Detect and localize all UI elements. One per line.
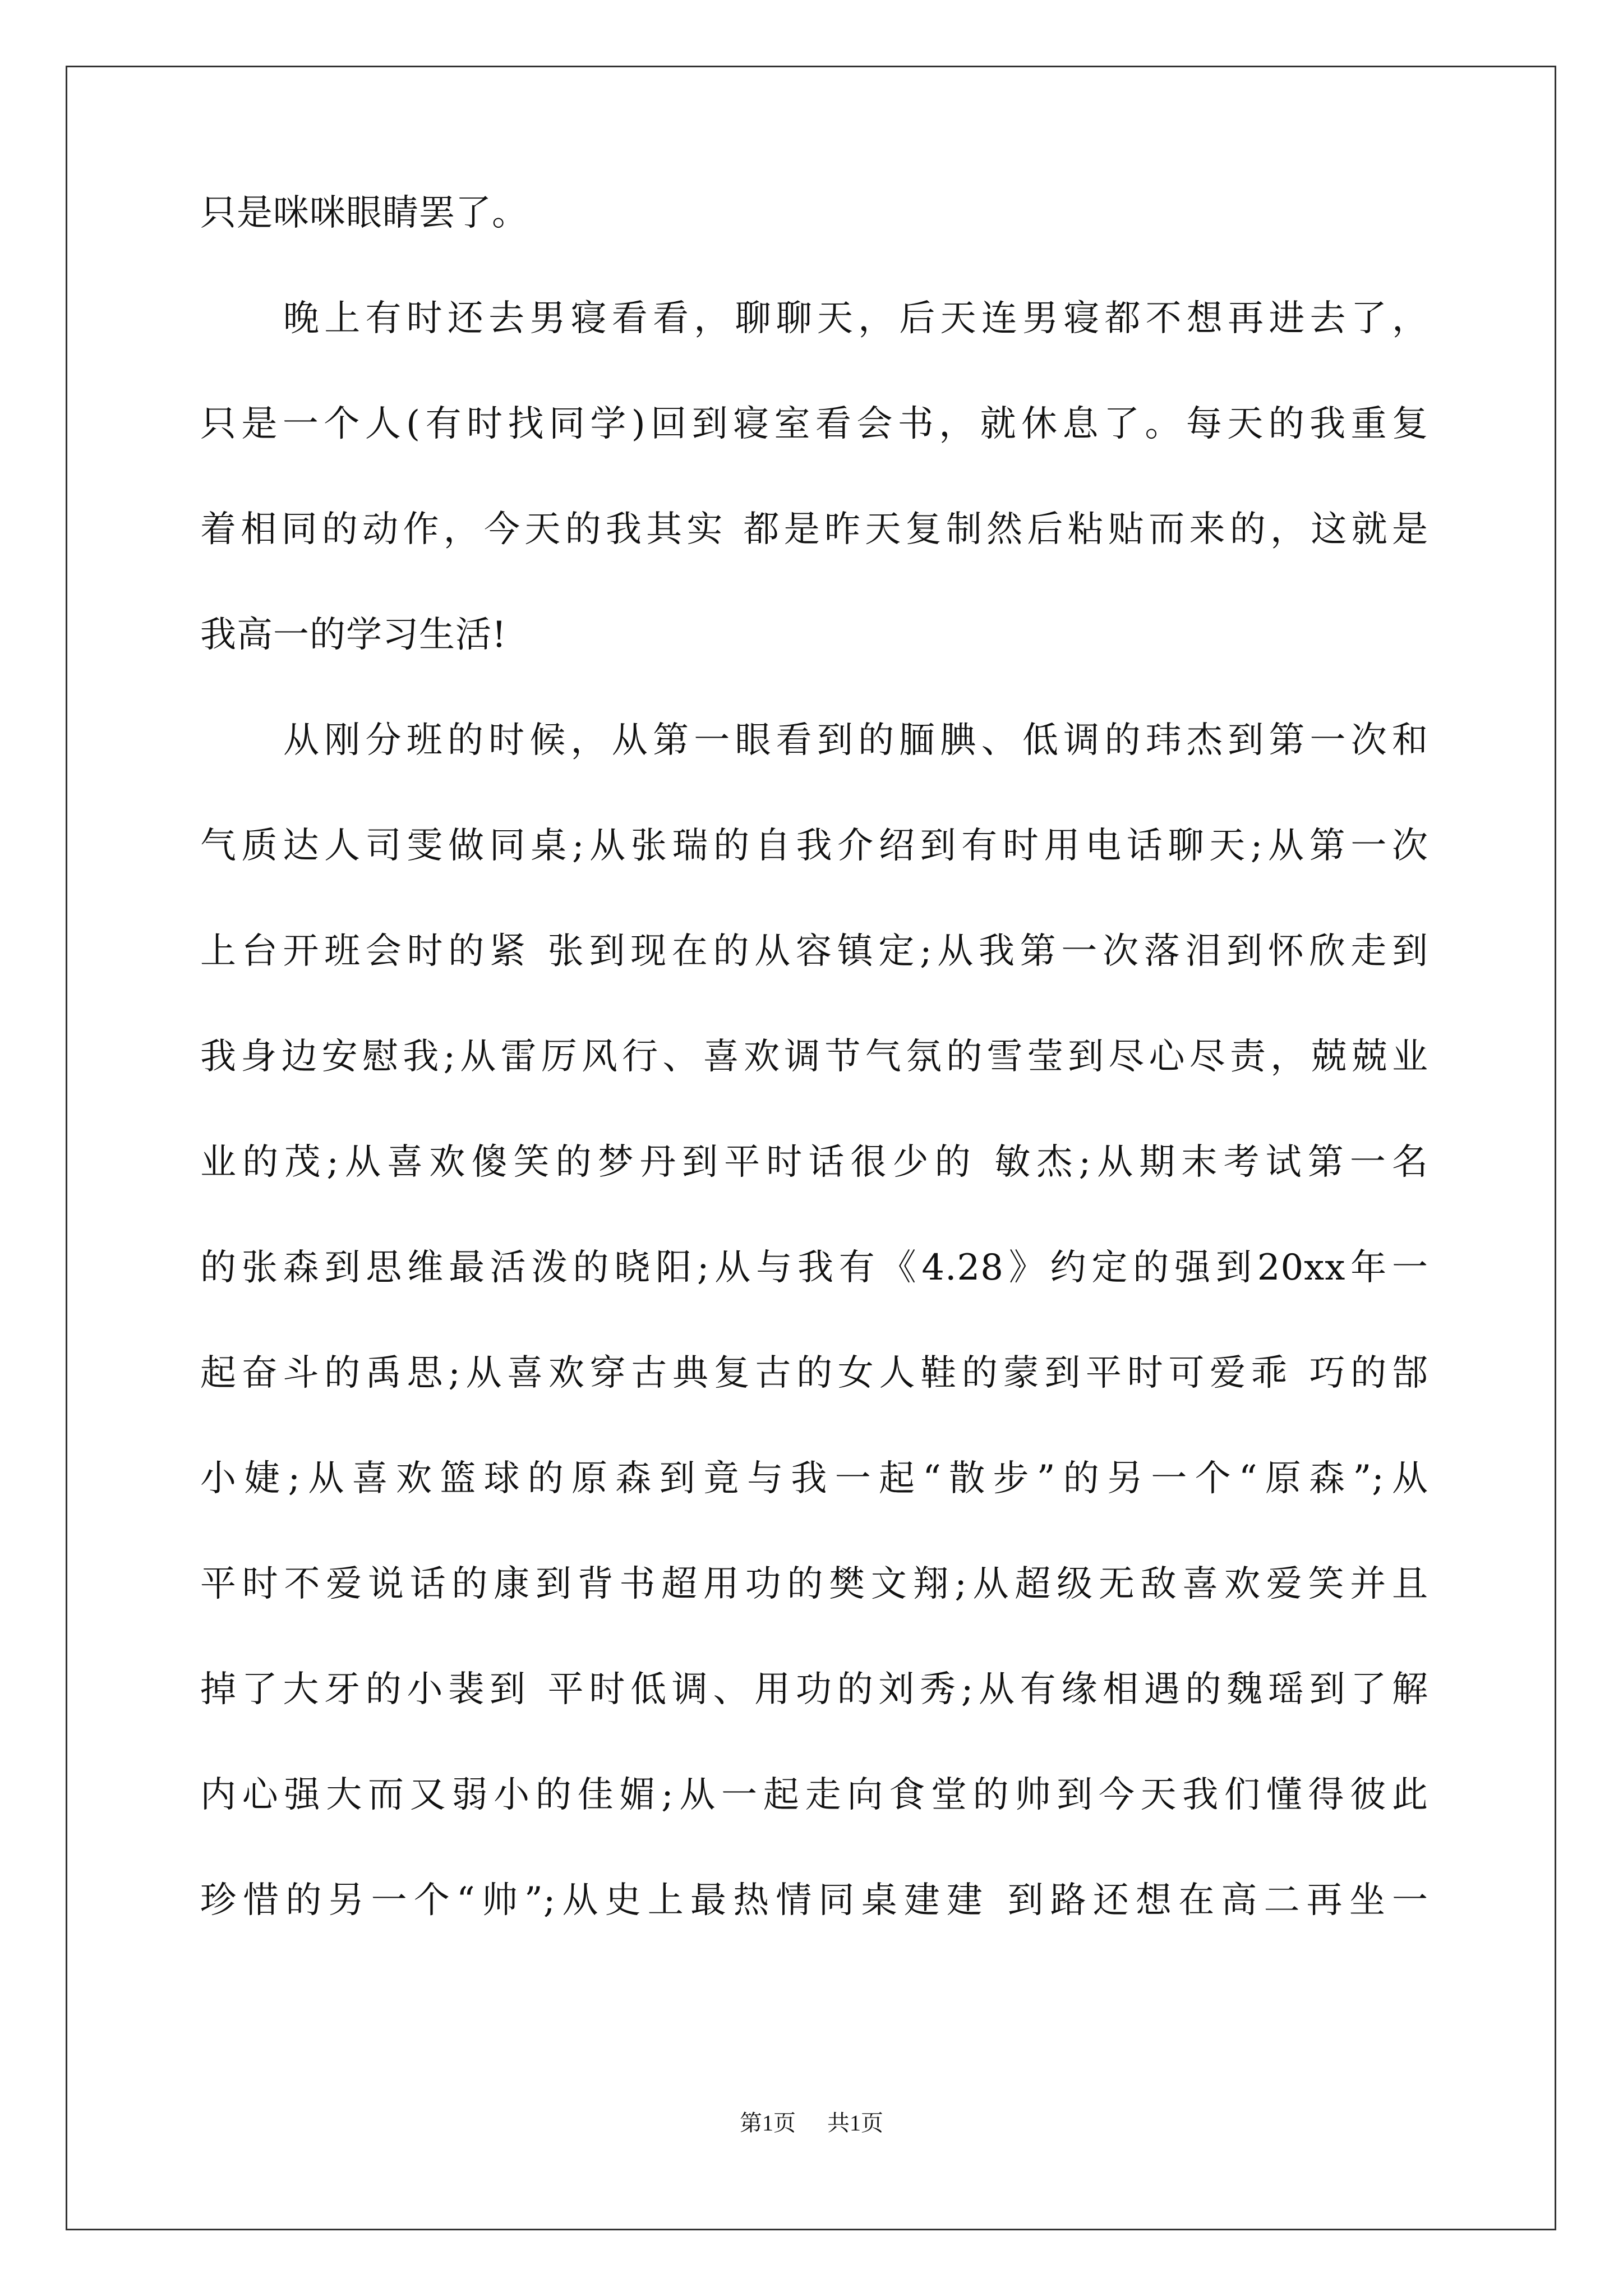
text-line: 的张森到思维最活泼的晓阳;从与我有《4.28》约定的强到20xx年一 bbox=[200, 1247, 1428, 1289]
text-line: 着相同的动作，今天的我其实 都是昨天复制然后粘贴而来的，这就是 bbox=[200, 509, 1428, 550]
text-line: 起奋斗的禹思;从喜欢穿古典复古的女人鞋的蒙到平时可爱乖 巧的郜 bbox=[200, 1352, 1428, 1394]
text-line: 小婕;从喜欢篮球的原森到竟与我一起“散步”的另一个“原森”;从 bbox=[200, 1458, 1428, 1499]
text-line: 气质达人司雯做同桌;从张瑞的自我介绍到有时用电话聊天;从第一次 bbox=[200, 825, 1428, 867]
text-line: 只是咪咪眼睛罢了。 bbox=[200, 192, 528, 234]
text-line: 业的茂;从喜欢傻笑的梦丹到平时话很少的 敏杰;从期末考试第一名 bbox=[200, 1142, 1428, 1183]
text-line: 上台开班会时的紧 张到现在的从容镇定;从我第一次落泪到怀欣走到 bbox=[200, 931, 1428, 972]
text-line: 我身边安慰我;从雷厉风行、喜欢调节气氛的雪莹到尽心尽责，兢兢业 bbox=[200, 1036, 1428, 1078]
paragraph-first-line: 晚上有时还去男寝看看，聊聊天，后天连男寝都不想再进去了， bbox=[283, 298, 1428, 339]
page-number: 第1页 bbox=[740, 2110, 796, 2136]
text-line: 内心强大而又弱小的佳媚;从一起走向食堂的帅到今天我们懂得彼此 bbox=[200, 1774, 1428, 1816]
text-line: 只是一个人(有时找同学)回到寝室看会书，就休息了。每天的我重复 bbox=[200, 403, 1428, 445]
page-total: 共1页 bbox=[827, 2110, 883, 2136]
text-line: 掉了大牙的小裴到 平时低调、用功的刘秀;从有缘相遇的魏瑶到了解 bbox=[200, 1669, 1428, 1710]
page-footer bbox=[0, 2106, 1623, 2140]
text-line: 平时不爱说话的康到背书超用功的樊文翔;从超级无敌喜欢爱笑并且 bbox=[200, 1563, 1428, 1605]
text-line: 我高一的学习生活! bbox=[200, 614, 507, 656]
paragraph-first-line: 从刚分班的时候，从第一眼看到的腼腆、低调的玮杰到第一次和 bbox=[283, 720, 1428, 761]
text-line: 珍惜的另一个“帅”;从史上最热情同桌建建 到路还想在高二再坐一 bbox=[200, 1880, 1428, 1921]
